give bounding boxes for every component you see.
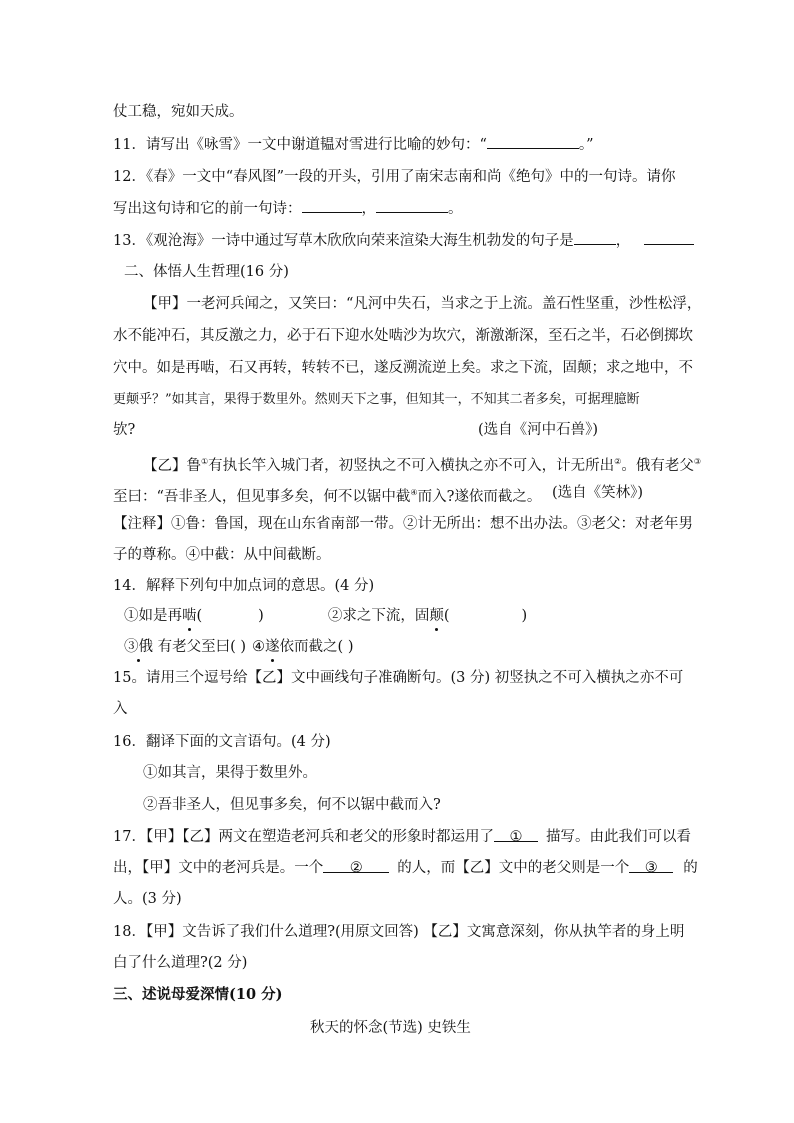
- answer-blank[interactable]: ①: [494, 827, 538, 842]
- question-17-cont: [113, 889, 685, 909]
- question-15: [113, 668, 685, 688]
- passage-yi-line: [143, 452, 715, 476]
- text: 白了什么道理?(2 分): [113, 955, 248, 971]
- question-18-cont: [113, 953, 685, 973]
- text: 水不能冲石，其反激之力，必于石下迎水处啮沙为坎穴，渐激渐深，至石之半，石必倒掷坎: [113, 328, 693, 344]
- text: (: [196, 608, 203, 624]
- passage-title: [310, 1018, 560, 1038]
- text: 15。请用三个逗号给【乙】文中画线句子准确断句。(3 分) 初竖执之不可入横执之亦不可: [113, 670, 684, 686]
- text: ②求之下流，固: [327, 608, 430, 624]
- text: 仗工稳，宛如天成。: [113, 104, 244, 120]
- text: 。: [448, 201, 463, 217]
- text: 14．解释下列句中加点词的意思。(4 分): [113, 578, 375, 594]
- dotted-word: 遂: [265, 639, 280, 655]
- text: ): [258, 608, 264, 624]
- text: 16．翻译下面的文言语句。(4 分): [113, 734, 331, 750]
- text: 至曰：“吾非圣人，但见事多矣，何不以锯中截: [113, 488, 411, 505]
- question-16-item: [143, 795, 715, 815]
- question-11: [113, 134, 685, 155]
- text: ②吾非圣人，但见事多矣，何不以锯中截而入?: [143, 797, 441, 813]
- text: 描写。由此我们可以看: [545, 829, 691, 845]
- text: (选自《笑林》): [552, 485, 644, 501]
- text: 三、述说母爱深情(10 分): [113, 986, 283, 1003]
- text: 依而截之( ): [279, 639, 354, 655]
- answer-blank[interactable]: [574, 230, 616, 245]
- text: 12．《春》一文中“春风图”一段的开头，引用了南宋志南和尚《绝句》中的一句诗。请你: [113, 169, 676, 185]
- text: 穴中。如是再啮，石又再转，转转不已，遂反溯流逆上矣。求之下流，固颠；求之地中，不: [113, 360, 693, 376]
- passage-jia-line: [143, 294, 715, 314]
- question-14: [113, 576, 685, 596]
- question-17: [113, 827, 691, 847]
- question-15-cont: [113, 699, 685, 719]
- text: 有执长竿入城门者，初竖执之不可入横执之亦不可入，计无所出: [208, 457, 615, 474]
- text: (选自《河中石兽》): [478, 422, 599, 438]
- footnote-mark: ③: [693, 457, 702, 466]
- text: 的: [683, 860, 698, 876]
- text: 二、体悟人生哲理(16 分): [124, 264, 289, 280]
- answer-blank[interactable]: [487, 134, 579, 149]
- dotted-word: 啮: [182, 608, 197, 624]
- question-13: [113, 230, 685, 251]
- text: 13．《观沧海》一诗中通过写草木欣欣向荣来渲染大海生机勃发的句子是: [113, 233, 574, 249]
- question-12-cont: [113, 198, 685, 219]
- text: 【注释】①鲁：鲁国，现在山东省南部一带。②计无所出：想不出办法。③老父：对老年男: [113, 516, 693, 532]
- text: 的人，而【乙】文中的老父则是一个: [397, 860, 630, 876]
- text: ④: [252, 639, 266, 655]
- answer-blank[interactable]: ②: [323, 858, 389, 873]
- text: 11．请写出《咏雪》一文中谢道韫对雪进行比喻的妙句：“: [113, 137, 487, 153]
- passage-jia-line: [113, 358, 693, 378]
- section-2-title: [124, 262, 696, 282]
- dotted-word: ③俄: [124, 639, 153, 655]
- text: 。俄有老父: [621, 457, 694, 474]
- answer-blank[interactable]: [376, 198, 448, 213]
- answer-blank[interactable]: ③: [629, 858, 673, 873]
- text: 更颠乎？”如其言，果得于数里外。然则天下之事，但知其一，不知其二者多矣，可据理臆断: [113, 392, 640, 407]
- question-16-item: [143, 763, 715, 783]
- text: 。”: [578, 137, 594, 153]
- passage-jia-line: [113, 326, 693, 346]
- text: (: [443, 608, 450, 624]
- question-12: [113, 167, 685, 187]
- text: 【甲】一老河兵闻之，又笑曰：“凡河中失石，当求之于上流。盖石性坚重，沙性松浮，: [143, 296, 702, 312]
- passage-jia-source: [478, 420, 678, 440]
- text: ，: [361, 201, 376, 217]
- annotation-line: [113, 514, 693, 534]
- text: 18．【甲】文告诉了我们什么道理?(用原文回答) 【乙】文寓意深刻，你从执竿者的身上明: [113, 924, 685, 940]
- text: ): [521, 608, 528, 624]
- answer-blank[interactable]: [644, 230, 694, 245]
- passage-jia-line: [113, 390, 685, 410]
- text: ①如是再: [124, 608, 182, 624]
- text: 17．【甲】【乙】两文在塑造老河兵和老父的形象时都运用了: [113, 829, 494, 845]
- annotation-line: [113, 545, 685, 565]
- question-17-cont: [113, 858, 698, 878]
- text: 秋天的怀念(节选) 史铁生: [310, 1020, 471, 1036]
- text: 有老父至曰( ): [153, 639, 247, 655]
- question-14-items: [124, 606, 696, 626]
- footnote-mark: ④: [410, 488, 418, 497]
- text: 子的尊称。④中截：从中间截断。: [113, 547, 331, 563]
- text: 写出这句诗和它的前一句诗：: [113, 201, 302, 217]
- text: 而入?遂依而截之。: [417, 488, 542, 505]
- dotted-word: 颠: [429, 608, 444, 624]
- text: 人。(3 分): [113, 891, 182, 907]
- section-3-title: [113, 985, 685, 1005]
- question-14-items: [124, 637, 696, 657]
- footnote-mark: ②: [614, 457, 622, 466]
- question-18: [113, 922, 685, 942]
- answer-blank[interactable]: [302, 198, 362, 213]
- text: 欤?: [113, 422, 136, 438]
- passage-yi-source: [552, 483, 682, 503]
- text: ，: [615, 233, 631, 249]
- text: 出，【甲】文中的老河兵是。一个: [113, 860, 324, 876]
- text: ①如其言，果得于数里外。: [143, 765, 317, 781]
- question-16: [113, 732, 685, 752]
- text-line: [113, 102, 685, 122]
- footnote-mark: ①: [201, 457, 209, 466]
- text: 【乙】鲁: [143, 457, 201, 474]
- text: 入: [113, 701, 128, 717]
